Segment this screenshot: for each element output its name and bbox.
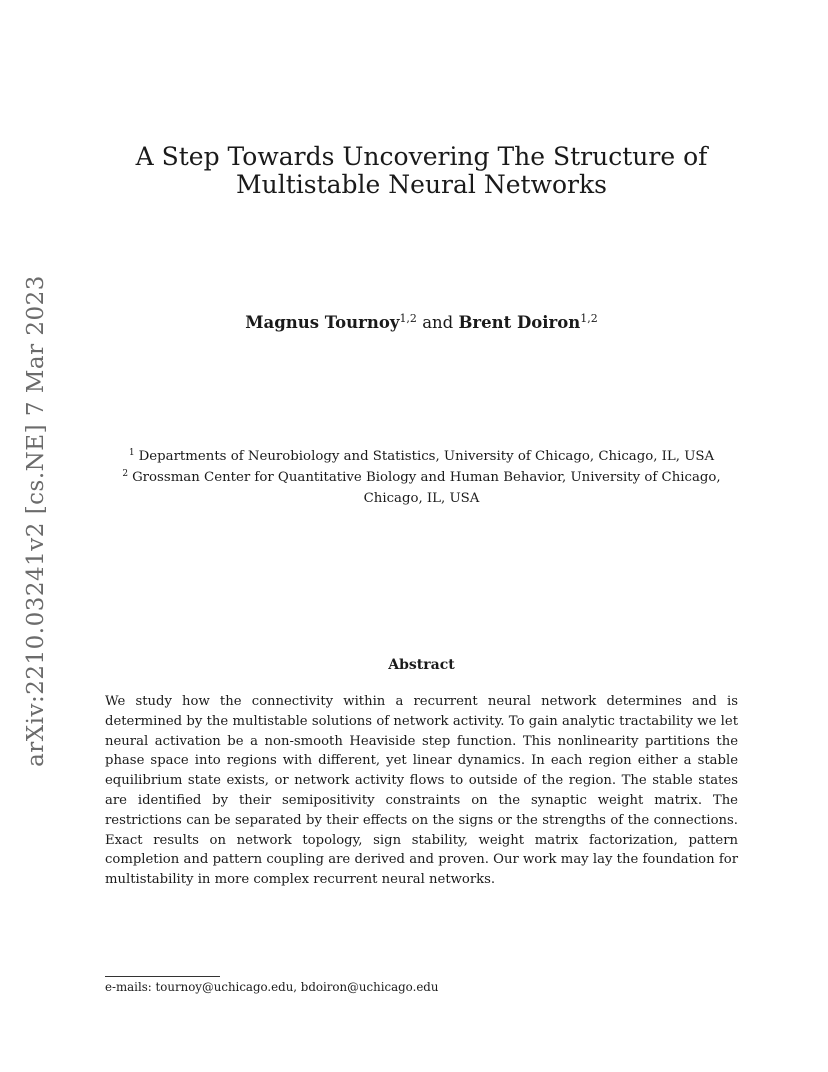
author-name: Brent Doiron: [458, 313, 581, 332]
abstract-heading: Abstract: [388, 657, 455, 673]
paper-title: [105, 143, 738, 199]
author-list: [105, 312, 738, 334]
affiliation-text: Departments of Neurobiology and Statistics, University of Chicago, Chicago, IL, USA: [138, 449, 715, 464]
arxiv-identifier: [21, 275, 51, 767]
affiliation-2: [105, 467, 738, 488]
abstract-body: We study how the connectivity within a recurrent neural network determines and is determined by the multistable solutions of network activity. To gain analytic tractability we let neural activation be a non-smooth Heaviside step function. This nonlinearity partitions the phase space into regions with different, yet linear dynamics. In each region either a stable equilibrium state exists, or network activity flows to outside of the region. The stable states are identified by their semipositivity constraints on the synaptic weight matrix. The restrictions can be separated by their effects on the signs or the strengths of the connections. Exact results on network topology, sign stability, weight matrix factorization, pattern completion and pattern coupling are derived and proven. Our work may lay the foundation for multistability in more complex recurrent neural networks.: [105, 694, 738, 888]
author-joiner: and: [422, 313, 454, 332]
author-affiliation-mark: 1,2: [580, 312, 598, 325]
title-line-1: A Step Towards Uncovering The Structure of: [135, 142, 708, 171]
arxiv-identifier-text: arXiv:2210.03241v2 [cs.NE] 7 Mar 2023: [23, 275, 49, 767]
affiliations: [105, 446, 738, 509]
affiliation-1: [105, 446, 738, 467]
author-affiliation-mark: 1,2: [399, 312, 417, 325]
affiliation-2-continued: Chicago, IL, USA: [363, 491, 480, 506]
footnote-rule: [105, 976, 220, 977]
affiliation-mark: 1: [128, 448, 135, 458]
contact-footnote: e-mails: tournoy@uchicago.edu, bdoiron@uchicago.edu: [105, 980, 439, 994]
affiliation-text: Grossman Center for Quantitative Biology and Human Behavior, University of Chicago,: [132, 470, 721, 485]
author-name: Magnus Tournoy: [245, 313, 400, 332]
title-line-2: Multistable Neural Networks: [236, 170, 607, 199]
affiliation-mark: 2: [122, 469, 129, 479]
